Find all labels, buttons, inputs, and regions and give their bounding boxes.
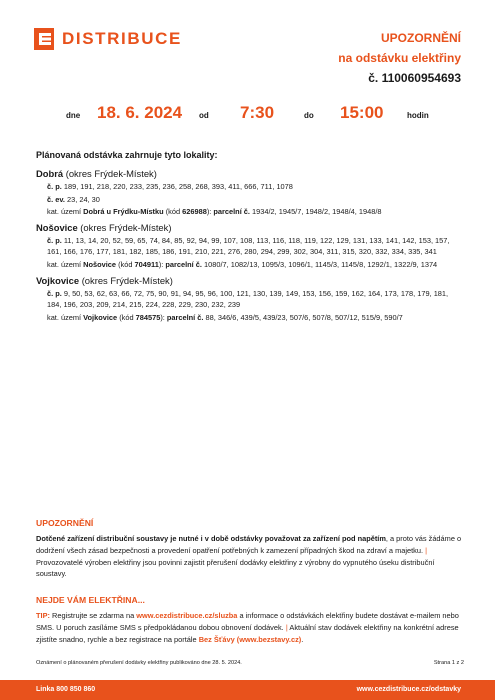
location-district: (okres Frýdek-Místek) [81,274,173,286]
dne-label: dne [66,111,81,120]
outage-date: 18. 6. 2024 [97,103,183,122]
time-from: 7:30 [240,103,275,122]
location-nosovice [36,222,464,271]
logo-text: DISTRIBUCE [62,29,182,48]
location-name: Vojkovice [36,274,80,286]
notice-number: č. 110060954693 [368,71,461,85]
cez-logo-icon [34,28,54,50]
page-indicator: Strana 1 z 2 [433,660,464,666]
notice-header [338,28,461,88]
location-name: Dobrá [36,168,64,179]
location-title [36,222,464,233]
notice-title: UPOZORNĚNÍ [380,31,461,45]
location-title [36,168,464,179]
location-name: Nošovice [36,221,78,233]
footer-bar [0,680,495,700]
house-numbers: č. p. 9, 50, 53, 62, 63, 66, 72, 75, 90, 91, 94, 95, 96, 100, 121, 130, 139, 149, 153, 156, 159, 162, 164, 173, 178, 179, 181, 184, 196, 203, 209, 214, 215, 224, 228, 229, 230, 232, 239 [47,288,449,310]
cadastral-info: kat. území Dobrá u Frýdku-Místku (kód 626988): parcelní č. 1934/2, 1945/7, 1948/2, 1948/4, 1948/8 [47,207,382,217]
location-district: (okres Frýdek-Místek) [65,168,157,179]
location-title [36,275,464,286]
house-numbers: č. p. 189, 191, 218, 220, 233, 235, 236, 258, 268, 393, 411, 666, 711, 1078 [47,182,293,191]
hotline[interactable]: Linka 800 850 860 [36,686,96,693]
tip-section [36,595,464,645]
house-numbers: č. p. 11, 13, 14, 20, 52, 59, 65, 74, 84, 85, 92, 94, 99, 107, 108, 113, 116, 118, 119, 122, 129, 131, 133, 141, 142, 153, 157, 161, 166, 176, 177, 181, 182, 185, 186, 191, 210, 221, 276, 280, 294, 299, 302, 304, 311, 315, 320, 332, 334, 335, 341 [47,235,450,257]
footer-web-link[interactable]: www.cezdistribuce.cz/odstavky [356,686,461,693]
do-label: do [304,111,314,120]
locations-intro: Plánovaná odstávka zahrnuje tyto lokality: [36,150,218,160]
registry-numbers: č. ev. 23, 24, 30 [47,194,100,204]
warning-text: Dotčené zařízení distribuční soustavy je nutné i v době odstávky považovat za zařízení pod napětím, a proto vás žádáme o dodržení všech zásad bezpečnosti a provedení opatření potřebných k zamezení případných škod na zdraví a majetku. | Provozovatelé výroben elektřiny jsou povinni zajistit přerušení dodávky elektřiny z výrobny do vypnutého úseku distribuční soustavy. [36,534,462,579]
cadastral-info: kat. území Vojkovice (kód 784575): parcelní č. 88, 346/6, 439/5, 439/23, 507/6, 507/8, 507/12, 515/9, 590/7 [47,312,403,322]
outage-dateline [0,103,495,127]
notice-subtitle: na odstávku elektřiny [338,51,461,65]
location-district: (okres Frýdek-Místek) [80,221,172,233]
location-dobra [36,168,464,218]
cadastral-info: kat. území Nošovice (kód 704911): parcelní č. 1080/7, 1082/13, 1095/3, 1096/1, 1145/3, 1145/8, 1292/1, 1322/9, 1374 [47,259,438,269]
hodin-label: hodin [407,111,429,120]
publication-note: Oznámení o plánovaném přerušení dodávky elektřiny publikováno dne 28. 5. 2024. [36,660,242,666]
footnote [36,660,464,666]
tip-text: TIP: Registrujte se zdarma na www.cezdistribuce.cz/sluzba a informace o odstávkách elektřiny budete dostávat e-mailem nebo SMS. U poruch zasíláme SMS s předpokládanou dobou obnovení dodávek. | Aktuální stav dodávek elektřiny na konkrétní adrese zjistíte snadno, rychle a bez registrace na portále Bez Šťávy (www.bezstavy.cz). [36,611,459,644]
bezstavy-link[interactable]: (www.bezstavy.cz) [236,634,302,644]
warning-section [36,518,464,580]
od-label: od [199,111,209,120]
registration-link[interactable]: www.cezdistribuce.cz/sluzba [136,611,238,620]
locations-section [36,150,464,327]
logo [34,28,182,50]
tip-title: NEJDE VÁM ELEKTŘINA... [36,595,145,605]
time-to: 15:00 [340,103,384,122]
location-vojkovice [36,275,464,324]
warning-title: UPOZORNĚNÍ [36,518,94,528]
